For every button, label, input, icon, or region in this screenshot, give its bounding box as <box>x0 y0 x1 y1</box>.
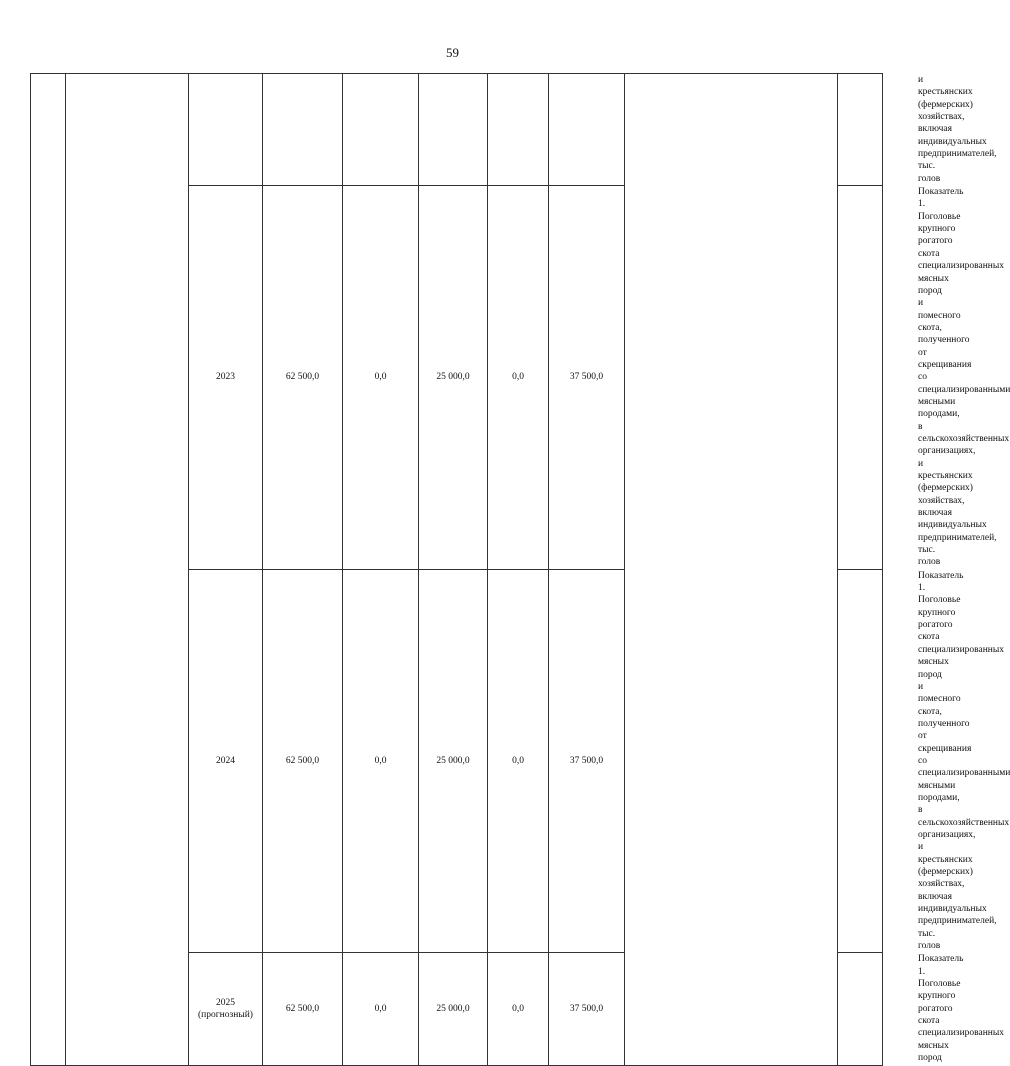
funding-cell: 37 500,0 <box>549 569 625 953</box>
year-label: 2025 <box>216 997 235 1008</box>
year-cell <box>189 186 263 570</box>
funding-cell: 0,0 <box>343 186 419 570</box>
funding-cell <box>488 74 549 186</box>
funding-cell: 25 000,0 <box>419 186 488 570</box>
funding-cell: 0,0 <box>343 569 419 953</box>
year-note: (прогнозный) <box>198 1009 253 1020</box>
funding-cell: 0,0 <box>488 186 549 570</box>
indicator-cell: Показатель 1. Поголовье крупного рогатого скота специализированных мясных пород и помесного скота, полученного от скрещивания со специализированными мясными породами, в сельскохозяйственных организациях, и крестьянских (фермерских) хозяйствах, включая индивидуальных предпринимателей, тыс. голов <box>838 186 883 570</box>
blank-number-cell <box>31 74 66 1066</box>
year-label: 2023 <box>216 372 235 383</box>
funding-cell: 0,0 <box>343 953 419 1065</box>
funding-cell <box>419 74 488 186</box>
indicator-cell: и крестьянских (фермерских) хозяйствах, включая индивидуальных предпринимателей, тыс. голов <box>838 74 883 186</box>
funding-cell <box>343 74 419 186</box>
funding-cell: 37 500,0 <box>549 186 625 570</box>
total-cell <box>263 74 343 186</box>
year-cell <box>189 74 263 186</box>
total-cell: 62 500,0 <box>263 953 343 1065</box>
funding-cell <box>549 74 625 186</box>
year-cell <box>189 953 263 1065</box>
total-cell: 62 500,0 <box>263 186 343 570</box>
total-cell: 62 500,0 <box>263 569 343 953</box>
year-label: 2024 <box>216 756 235 767</box>
blank-name-cell <box>66 74 189 1066</box>
indicator-cell: Показатель 1. Поголовье крупного рогатого скота специализированных мясных пород и помесного скота, полученного от скрещивания со специализированными мясными породами, в сельскохозяйственных организациях, и крестьянских (фермерских) хозяйствах, включая индивидуальных предпринимателей, тыс. голов <box>838 569 883 953</box>
table-row <box>31 74 883 186</box>
funding-cell: 0,0 <box>488 953 549 1065</box>
funding-cell: 0,0 <box>488 569 549 953</box>
indicator-cell: Показатель 1. Поголовье крупного рогатого скота специализированных мясных пород <box>838 953 883 1065</box>
budget-table <box>30 73 1010 1066</box>
funding-cell: 37 500,0 <box>549 953 625 1065</box>
funding-cell: 25 000,0 <box>419 953 488 1065</box>
year-cell <box>189 569 263 953</box>
funding-cell: 25 000,0 <box>419 569 488 953</box>
page-number: 59 <box>446 45 459 60</box>
blank-executor-cell <box>625 74 838 1066</box>
